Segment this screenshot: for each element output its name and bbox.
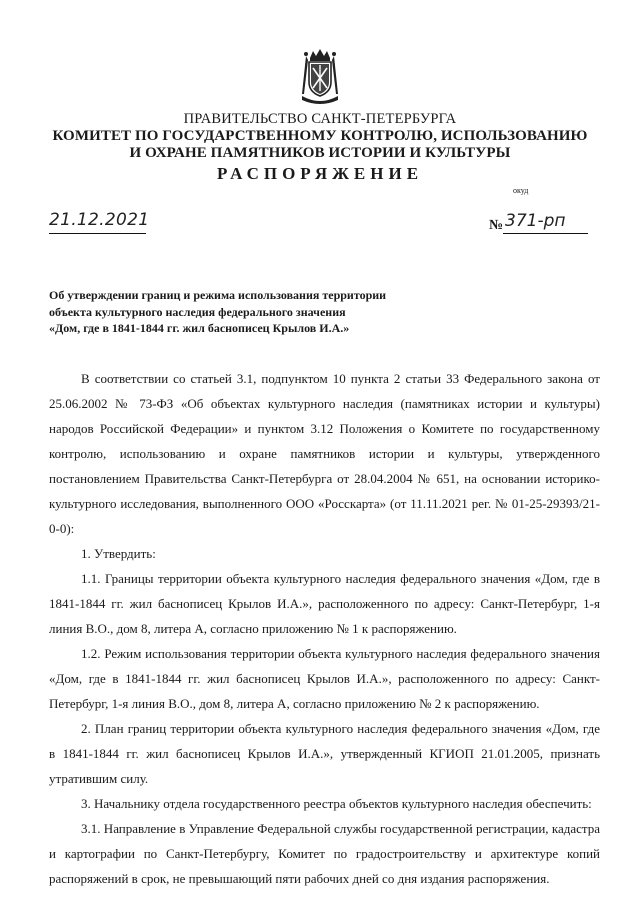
document-body	[49, 366, 600, 891]
committee-name	[0, 128, 640, 162]
government-name: ПРАВИТЕЛЬСТВО САНКТ-ПЕТЕРБУРГА	[183, 111, 457, 127]
document-subject	[49, 287, 469, 337]
clause-1-1: 1.1. Границы территории объекта культурного наследия федерального значения «Дом, где в 1841-1844 гг. жил баснописец Крылов И.А.», расположенного по адресу: Санкт-Петербург, 1-я линия В.О., дом 8, литера А, согласно приложению № 1 к распоряжению.	[49, 571, 600, 636]
subject-line-3: «Дом, где в 1841-1844 гг. жил баснописец Крылов И.А.»	[49, 321, 350, 335]
coat-of-arms-emblem	[296, 48, 344, 106]
document-number: 371-рп	[505, 211, 566, 231]
preamble-paragraph: В соответствии со статьей 3.1, подпунктом 10 пункта 2 статьи 33 Федерального закона от 25.06.2002 № 73-ФЗ «Об объектах культурного наследия (памятниках истории и культуры) народов Российской Федерации» и пунктом 3.12 Положения о Комитете по государственному контролю, использованию и охране памятников истории и культуры, утвержденного постановлением Правительства Санкт-Петербурга от 28.04.2004 № 651, на основании историко-культурного исследования, выполненного ООО «Росскарта» (от 11.11.2021 рег. № 01-25-29393/21-0-0):	[49, 371, 600, 536]
subject-line-2: объекта культурного наследия федерального значения	[49, 304, 346, 319]
number-underline	[503, 233, 588, 234]
clause-3: 3. Начальнику отдела государственного реестра объектов культурного наследия обеспечить:	[81, 796, 592, 811]
number-sign: №	[489, 218, 504, 233]
clause-1-2: 1.2. Режим использования территории объекта культурного наследия федерального значения «Дом, где в 1841-1844 гг. жил баснописец Крылов И.А.», расположенного по адресу: Санкт-Петербург, 1-я линия В.О., дом 8, литера А, согласно приложению № 2 к распоряжению.	[49, 646, 600, 711]
document-type-title: РАСПОРЯЖЕНИЕ	[216, 164, 424, 183]
document-date: 21.12.2021	[49, 210, 150, 230]
subject-line-1: Об утверждении границ и режима использования территории	[49, 288, 387, 302]
clause-2: 2. План границ территории объекта культурного наследия федерального значения «Дом, где в 1841-1844 гг. жил баснописец Крылов И.А.», утвержденный КГИОП 21.01.2005, признать утратившим силу.	[49, 721, 600, 786]
committee-line-2: И ОХРАНЕ ПАМЯТНИКОВ ИСТОРИИ И КУЛЬТУРЫ	[129, 145, 511, 161]
clause-1: 1. Утвердить:	[81, 546, 156, 561]
okud-label: окуд	[513, 186, 529, 195]
clause-3-1: 3.1. Направление в Управление Федеральной службы государственной регистрации, кадастра и картографии по Санкт-Петербургу, Комитет по градостроительству и архитектуре копий распоряжений в срок, не превышающий пяти рабочих дней со дня издания распоряжения.	[49, 821, 600, 886]
committee-line-1: КОМИТЕТ ПО ГОСУДАРСТВЕННОМУ КОНТРОЛЮ, ИСПОЛЬЗОВАНИЮ	[52, 128, 588, 144]
date-underline	[49, 233, 146, 234]
